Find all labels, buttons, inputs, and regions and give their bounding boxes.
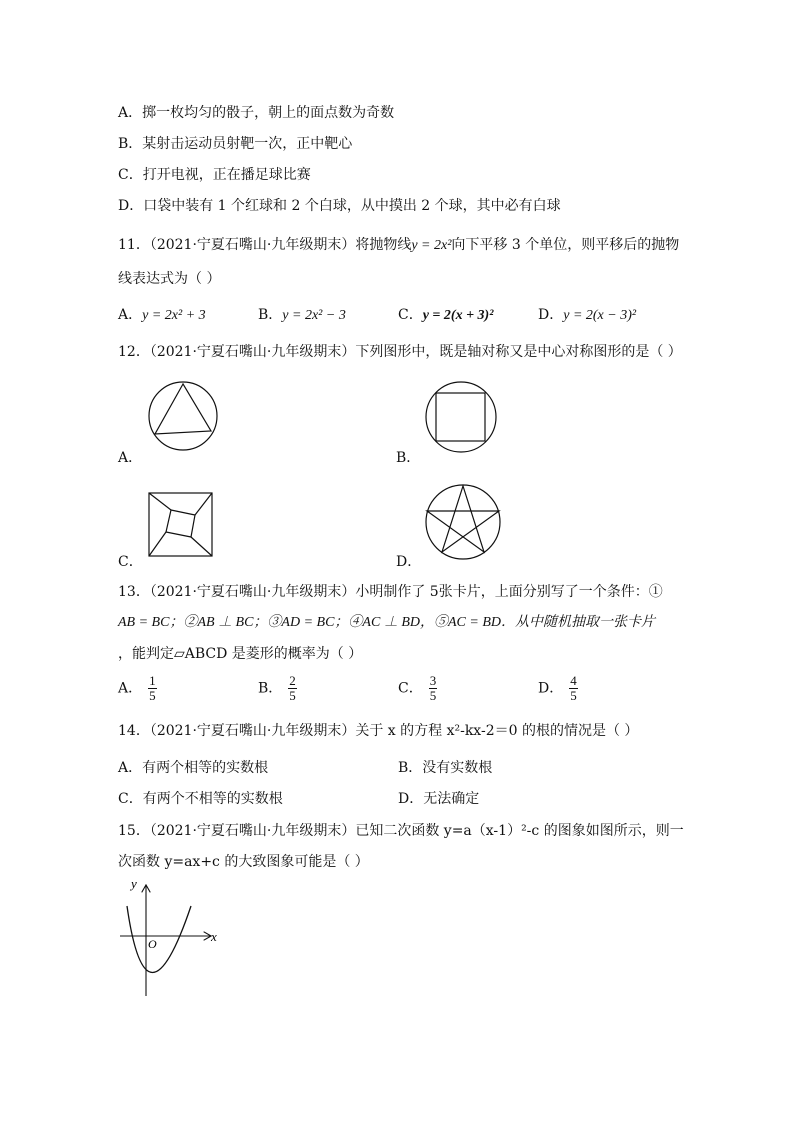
q14-option-a: A．有两个相等的实数根 xyxy=(118,760,269,776)
q12-option-c: C． xyxy=(118,554,143,570)
q11-option-a: A．y = 2x² + 3 xyxy=(118,307,206,323)
q12-option-d: D． xyxy=(396,554,422,570)
figure-circle-square xyxy=(425,381,499,455)
q13-option-c: C． $\frac{3}{5}$ xyxy=(398,673,437,703)
parabola-curve xyxy=(127,906,191,973)
figure-square-pinwheel xyxy=(148,492,214,558)
parabola-graph xyxy=(118,876,228,1000)
q13-option-a: A． $\frac{1}{5}$ xyxy=(118,673,156,703)
q13-option-d: D． $\frac{4}{5}$ xyxy=(538,673,577,703)
q10-option-a: A．掷一枚均匀的骰子，朝上的面点数为奇数 xyxy=(118,105,395,121)
q13-stem-line2: AB = BC；②AB ⊥ BC；③AD = BC；④AC ⊥ BD，⑤AC = BD．从中随机抽取一张卡片 xyxy=(118,615,655,630)
y-axis-label: y xyxy=(131,876,137,891)
q13-stem-line3: ，能判定▱ABCD 是菱形的概率为（ ） xyxy=(118,646,363,662)
q14-stem: 14．（2021·宁夏石嘴山·九年级期末）关于 x 的方程 x²-kx-2＝0 的根的情况是（ ） xyxy=(118,723,639,739)
q10-option-d: D．口袋中装有 1 个红球和 2 个白球，从中摸出 2 个球，其中必有白球 xyxy=(118,198,561,214)
q15-stem-line1: 15．（2021·宁夏石嘴山·九年级期末）已知二次函数 y=a（x-1）²-c 的图象如图所示，则一 xyxy=(118,823,684,839)
q14-option-b: B．没有实数根 xyxy=(398,760,493,776)
figure-circle-triangle xyxy=(148,381,220,453)
q13-option-b: B． $\frac{2}{5}$ xyxy=(258,673,296,703)
q12-stem: 12．（2021·宁夏石嘴山·九年级期末）下列图形中，既是轴对称又是中心对称图形的是（ ） xyxy=(118,344,682,360)
figure-circle-star xyxy=(425,484,503,562)
origin-label: O xyxy=(148,937,157,951)
x-axis-label: x xyxy=(211,929,217,944)
q13-stem-line1: 13．（2021·宁夏石嘴山·九年级期末）小明制作了 5张卡片，上面分别写了一个条件：① xyxy=(118,584,663,600)
q11-stem xyxy=(118,236,679,255)
q11-option-c: C．y = 2(x + 3)² xyxy=(398,307,494,323)
q11-option-b: B．y = 2x² − 3 xyxy=(258,307,346,323)
q10-option-c: C．打开电视，正在播足球比赛 xyxy=(118,167,311,183)
q11-stem-part2: 向下平移 3 个单位，则平移后的抛物 xyxy=(451,237,680,253)
q11-option-d: D．y = 2(x − 3)² xyxy=(538,307,637,323)
q11-stem-part1: 11．（2021·宁夏石嘴山·九年级期末）将抛物线 xyxy=(118,237,412,253)
q12-option-b: B． xyxy=(396,450,421,466)
q14-option-c: C．有两个不相等的实数根 xyxy=(118,791,283,807)
q11-stem-math: y = 2x² xyxy=(411,238,452,253)
q14-option-d: D．无法确定 xyxy=(398,791,480,807)
q12-option-a: A． xyxy=(118,450,143,466)
q10-option-b: B．某射击运动员射靶一次，正中靶心 xyxy=(118,136,353,152)
q15-stem-line2: 次函数 y=ax+c 的大致图象可能是（ ） xyxy=(118,854,369,870)
q11-stem-line2: 线表达式为（ ） xyxy=(118,271,221,287)
